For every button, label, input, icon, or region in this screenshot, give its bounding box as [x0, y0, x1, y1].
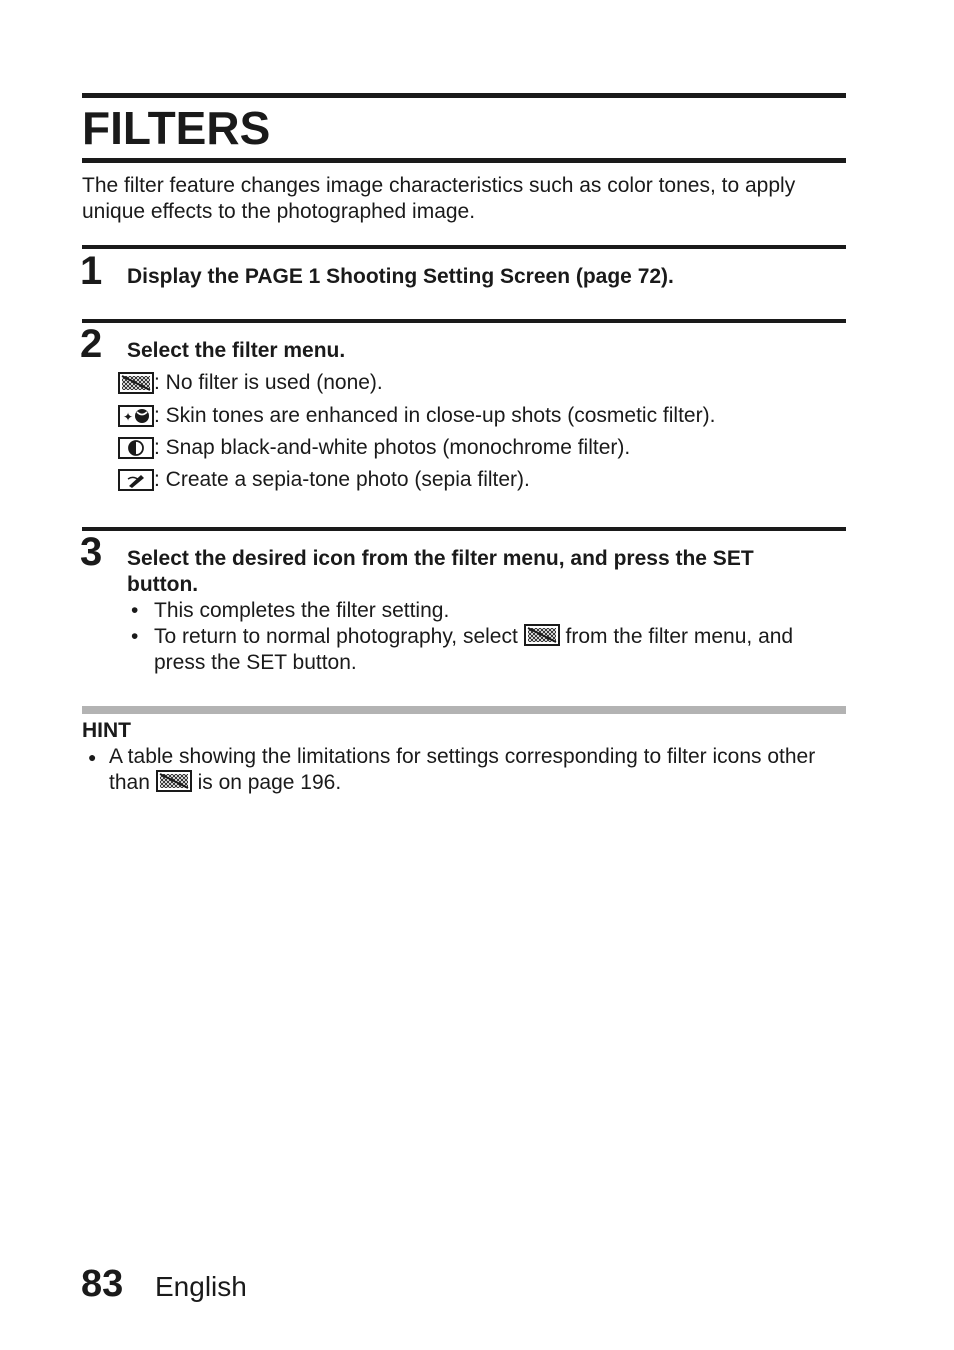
svg-text:✦: ✦	[123, 410, 134, 424]
no-filter-icon	[156, 770, 192, 792]
bullet-text-after: from the filter menu, and press the SET button.	[154, 625, 794, 674]
step-2-rule	[82, 319, 846, 323]
bullet-text: This completes the filter setting.	[154, 599, 450, 622]
monochrome-filter-icon	[118, 437, 154, 459]
no-filter-icon	[118, 372, 154, 394]
filter-option-monochrome	[118, 435, 630, 461]
step-1-text: Display the PAGE 1 Shooting Setting Screen (page 72).	[127, 265, 674, 288]
step-3-text: Select the desired icon from the filter menu, and press the SET button.	[127, 547, 754, 596]
filter-option-none	[118, 370, 383, 396]
step-3-number: 3	[80, 530, 103, 574]
step-3-rule	[82, 527, 846, 531]
no-filter-icon	[524, 624, 560, 646]
hint-bar	[82, 706, 846, 714]
hint-text	[109, 744, 829, 796]
filter-option-monochrome-text: : Snap black-and-white photos (monochrome filter).	[154, 436, 631, 459]
step-2-number: 2	[80, 322, 103, 366]
hint-text-after: is on page 196.	[197, 771, 342, 794]
intro-paragraph: The filter feature changes image characteristics such as color tones, to apply unique effects to the photographed image.	[82, 174, 796, 223]
step-3-bullet-1	[131, 598, 851, 624]
bullet-text-before: To return to normal photography, select	[154, 625, 518, 648]
step-2-text: Select the filter menu.	[127, 339, 346, 362]
page-number: 83	[81, 1263, 124, 1305]
page-language: English	[155, 1271, 247, 1302]
hint-text-before: A table showing the limitations for settings corresponding to filter icons other than	[109, 745, 816, 794]
sepia-filter-icon	[118, 469, 154, 491]
step-3-bullet-2	[131, 624, 851, 676]
cosmetic-filter-icon	[118, 405, 154, 427]
bullet-marker: •	[131, 625, 139, 648]
page-title: FILTERS	[82, 102, 271, 154]
filter-option-sepia	[118, 467, 530, 493]
bullet-marker: •	[131, 599, 139, 622]
hint-label: HINT	[82, 719, 131, 742]
filter-option-cosmetic	[118, 403, 715, 429]
bullet-text	[154, 624, 849, 676]
filter-option-none-text: : No filter is used (none).	[154, 371, 383, 394]
step-1-number: 1	[80, 249, 103, 293]
step-1-rule	[82, 245, 846, 249]
filter-option-sepia-text: : Create a sepia-tone photo (sepia filter).	[154, 468, 530, 491]
hint-bullet-marker: ●	[88, 749, 97, 765]
title-bottom-rule	[82, 158, 846, 163]
title-top-rule	[82, 93, 846, 98]
filter-option-cosmetic-text: : Skin tones are enhanced in close-up shots (cosmetic filter).	[154, 404, 716, 427]
